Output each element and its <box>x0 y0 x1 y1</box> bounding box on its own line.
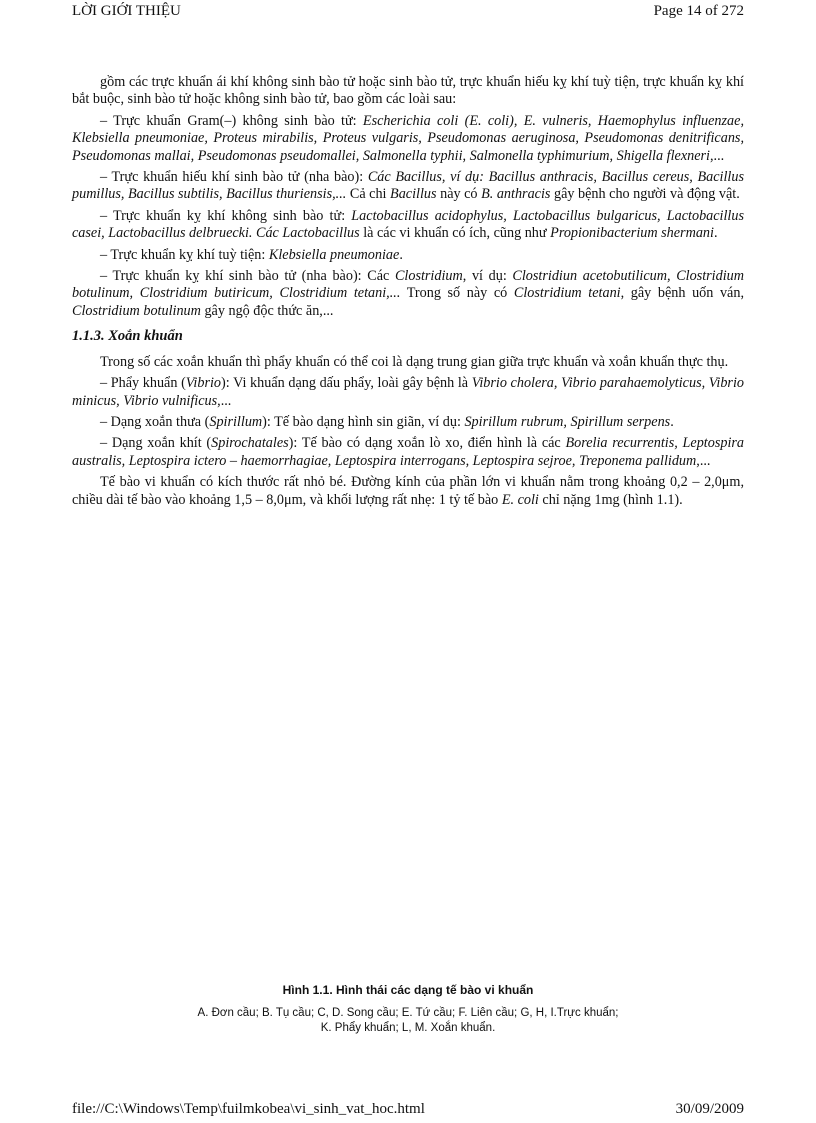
paragraph: – Trực khuẩn kỵ khí tuỳ tiện: Klebsiella pneumoniae. <box>100 246 403 263</box>
figure-title: Hình 1.1. Hình thái các dạng tế bào vi khuẩn <box>282 983 534 997</box>
paragraph: – Trực khuẩn hiếu khí sinh bào tử (nha bào): Các Bacillus, ví dụ: Bacillus anthracis, Bacillus cereus, Bacillus pumillus, Bacillus subtilis, Bacillus thuriensis,... Cả chi Bacillus này có B. anthracis gây bệnh cho người và động vật. <box>72 169 744 203</box>
paragraph: Trong số các xoắn khuẩn thì phẩy khuẩn có thể coi là dạng trung gian giữa trực khuẩn và xoắn khuẩn thực thụ. <box>100 353 729 370</box>
section-heading: 1.1.3. Xoắn khuẩn <box>72 328 183 345</box>
header-title: LỜI GIỚI THIỆU <box>72 3 181 19</box>
footer-path: file://C:\Windows\Temp\fuilmkobea\vi_sinh_vat_hoc.html <box>72 1101 425 1117</box>
paragraph: – Phẩy khuẩn (Vibrio): Vi khuẩn dạng dấu phẩy, loài gây bệnh là Vibrio cholera, Vibrio parahaemolyticus, Vibrio minicus, Vibrio vulnificus,... <box>72 375 744 409</box>
footer-date: 30/09/2009 <box>675 1101 744 1117</box>
paragraph: gồm các trực khuẩn ái khí không sinh bào tử hoặc sinh bào tử, trực khuẩn hiếu kỵ khí tuỳ tiện, trực khuẩn kỵ khí bắt buộc, sinh bào tử hoặc không sinh bào tử, bao gồm các loài sau: <box>72 74 744 108</box>
paragraph: – Dạng xoắn thưa (Spirillum): Tế bào dạng hình sin giãn, ví dụ: Spirillum rubrum, Spirillum serpens. <box>100 413 674 430</box>
paragraph: – Trực khuẩn kỵ khí không sinh bào tử: Lactobacillus acidophylus, Lactobacillus bulgaricus, Lactobacillus casei, Lactobacillus delbruecki. Các Lactobacillus là các vi khuẩn có ích, cũng như Propionibacterium shermani. <box>72 207 744 242</box>
paragraph-group <box>72 354 744 509</box>
figure-caption-line: A. Đơn cầu; B. Tụ cầu; C, D. Song cầu; E. Tứ cầu; F. Liên cầu; G, H, I.Trực khuẩn; <box>197 1007 619 1019</box>
figure-caption <box>0 1006 816 1036</box>
figure-caption-line: K. Phẩy khuẩn; L, M. Xoắn khuẩn. <box>320 1022 496 1034</box>
paragraph: Tế bào vi khuẩn có kích thước rất nhỏ bé. Đường kính của phần lớn vi khuẩn nằm trong khoảng 0,2 – 2,0μm, chiều dài tế bào vào khoảng 1,5 – 8,0μm, và khối lượng rất nhẹ: 1 tỷ tế bào E. coli chỉ nặng 1mg (hình 1.1). <box>72 474 744 508</box>
page-number: Page 14 of 272 <box>653 3 744 19</box>
main-content <box>72 74 744 513</box>
paragraph: – Trực khuẩn Gram(–) không sinh bào tử: Escherichia coli (E. coli), E. vulneris, Haemophylus influenzae, Klebsiella pneumoniae, Proteus mirabilis, Proteus vulgaris, Pseudomonas aeruginosa, Pseudomonas denitrificans, Pseudomonas mallai, Pseudomonas pseudomallei, Salmonella typhii, Salmonella typhimurium, Shigella flexneri,... <box>72 112 744 164</box>
paragraph: – Trực khuẩn kỵ khí sinh bào tử (nha bào): Các Clostridium, ví dụ: Clostridiun acetobutilicum, Clostridium botulinum, Clostridium butiricum, Clostridium tetani,... Trong số này có Clostridium tetani, gây bệnh uốn ván, Clostridium botulinum gây ngộ độc thức ăn,... <box>72 268 744 319</box>
paragraph: – Dạng xoắn khít (Spirochatales): Tế bào có dạng xoắn lò xo, điển hình là các Borelia recurrentis, Leptospira australis, Leptospira ictero – haemorrhagiae, Leptospira interrogans, Leptospira sejroe, Treponema pallidum,... <box>72 435 744 469</box>
paragraph-group <box>72 74 744 320</box>
